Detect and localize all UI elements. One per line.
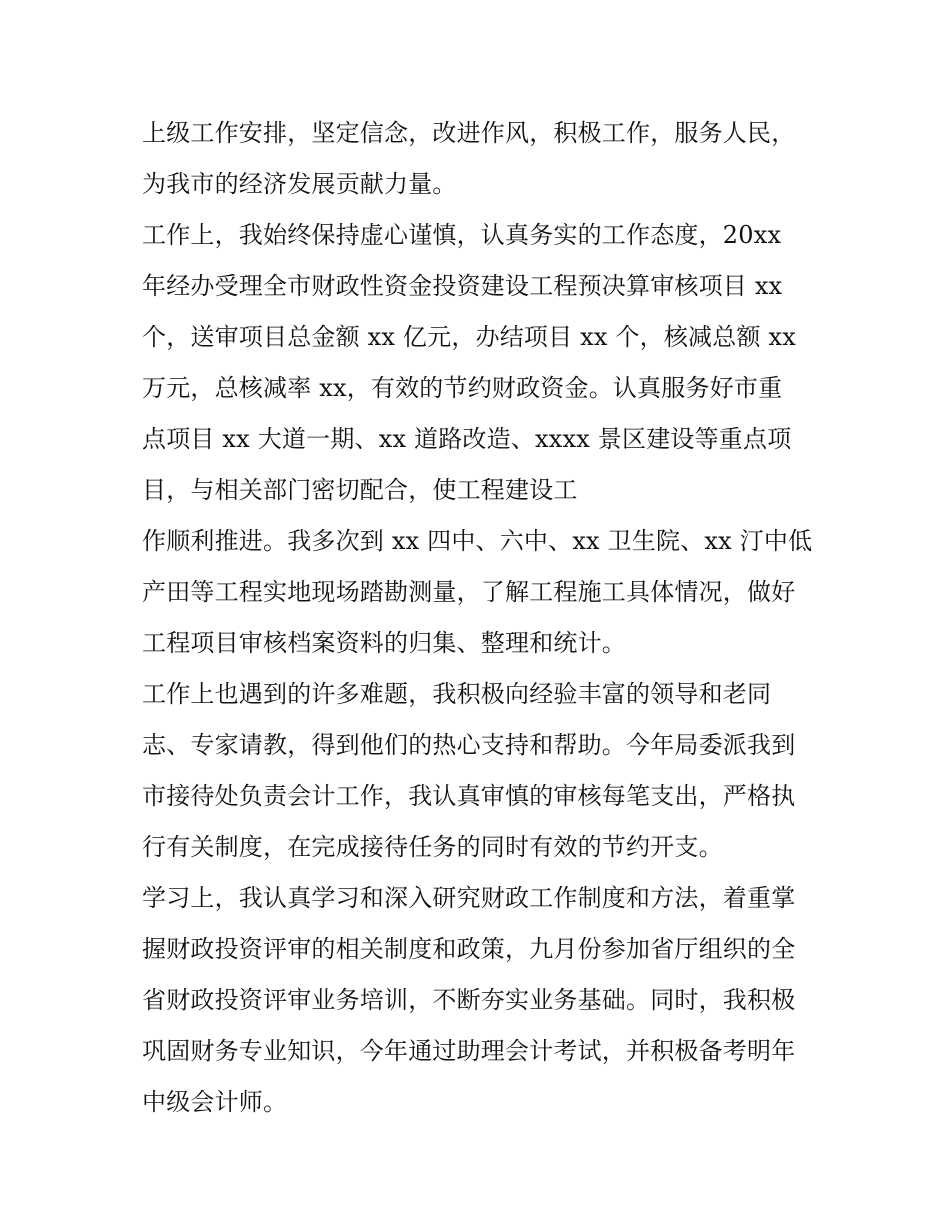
text-line: 工程项目审核档案资料的归集、整理和统计。 — [142, 629, 626, 657]
text-line: 年经办受理全市财政性资金投资建设工程预决算审核项目 xx — [142, 272, 783, 300]
text-line: 作顺利推进。我多次到 xx 四中、六中、xx 卫生院、xx 汀中低 — [142, 527, 813, 555]
text-line: 握财政投资评审的相关制度和政策，九月份参加省厅组织的全 — [142, 935, 796, 963]
text-line: 上级工作安排，坚定信念，改进作风，积极工作，服务人民， — [142, 119, 796, 147]
text-line: 为我市的经济发展贡献力量。 — [142, 170, 457, 198]
text-line: 行有关制度，在完成接待任务的同时有效的节约开支。 — [142, 833, 723, 861]
text-line: 个，送审项目总金额 xx 亿元，办结项目 xx 个，核减总额 xx — [142, 323, 796, 351]
text-line: 工作上，我始终保持虚心谨慎，认真务实的工作态度，20xx — [142, 221, 782, 249]
text-line: 点项目 xx 大道一期、xx 道路改造、xxxx 景区建设等重点项 — [142, 425, 792, 453]
text-line: 万元，总核减率 xx，有效的节约财政资金。认真服务好市重 — [142, 374, 783, 402]
text-line: 中级会计师。 — [142, 1088, 288, 1116]
text-line: 学习上，我认真学习和深入研究财政工作制度和方法，着重掌 — [142, 884, 796, 912]
text-line: 市接待处负责会计工作，我认真审慎的审核每笔支出，严格执 — [142, 782, 796, 810]
text-line: 工作上也遇到的许多难题，我积极向经验丰富的领导和老同 — [142, 680, 772, 708]
text-line: 省财政投资评审业务培训，不断夯实业务基础。同时，我积极 — [142, 986, 796, 1014]
text-line: 目，与相关部门密切配合，使工程建设工 — [142, 476, 578, 504]
body-text — [142, 108, 822, 1128]
text-line: 志、专家请教，得到他们的热心支持和帮助。今年局委派我到 — [142, 731, 796, 759]
text-line: 巩固财务专业知识，今年通过助理会计考试，并积极备考明年 — [142, 1037, 796, 1065]
text-line: 产田等工程实地现场踏勘测量，了解工程施工具体情况，做好 — [142, 578, 796, 606]
